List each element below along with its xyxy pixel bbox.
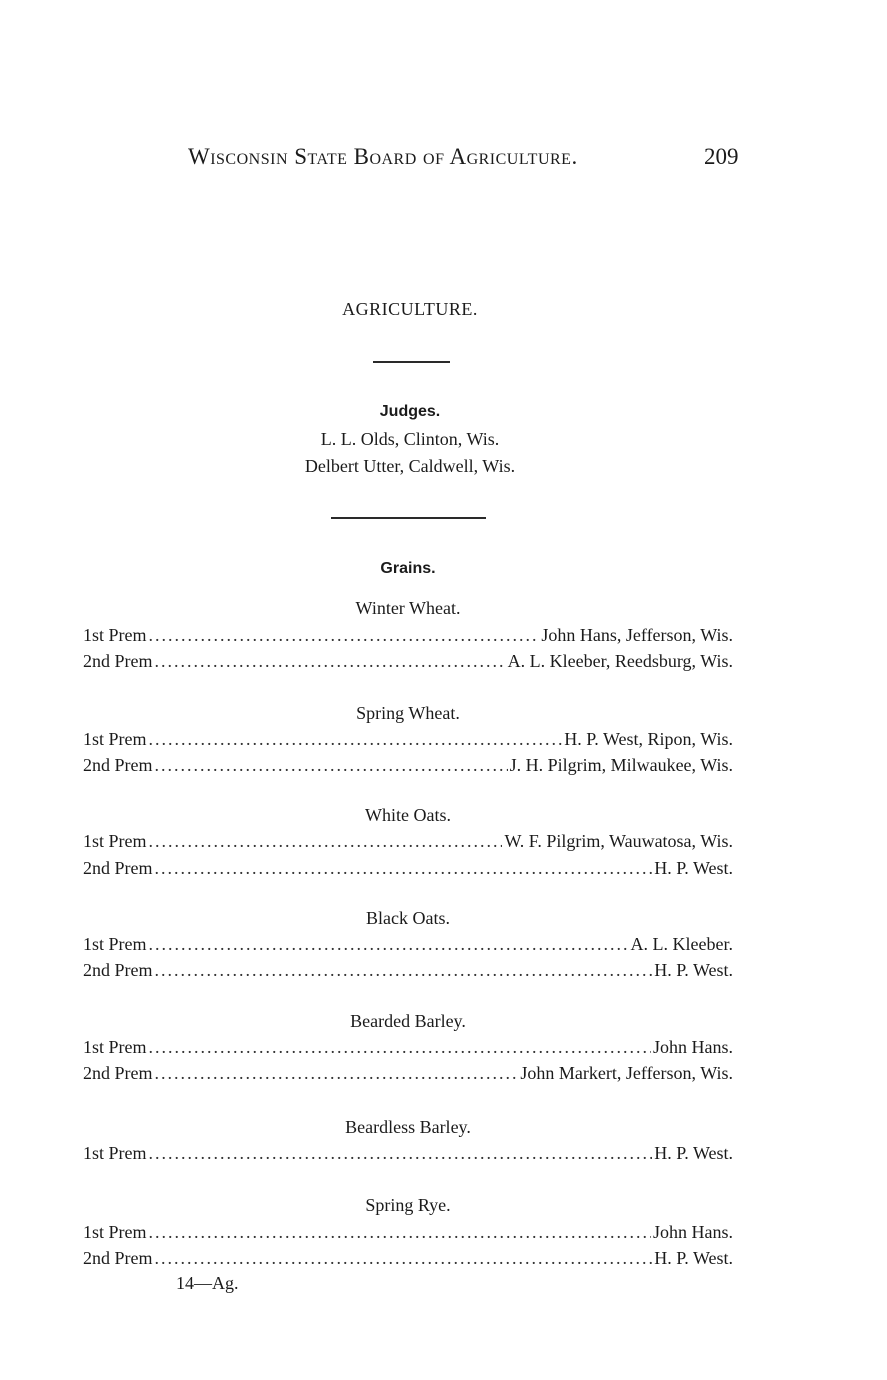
premium-entry: [83, 755, 733, 776]
premium-label: 1st Prem: [83, 831, 147, 851]
premium-winner: John Hans.: [653, 1037, 733, 1057]
premium-label: 2nd Prem: [83, 858, 153, 878]
category-title: Spring Wheat.: [356, 703, 460, 723]
premium-label: 1st Prem: [83, 1222, 147, 1242]
category-title: Bearded Barley.: [350, 1011, 466, 1031]
premium-label: 1st Prem: [83, 729, 147, 749]
judge-name: Delbert Utter, Caldwell, Wis.: [304, 456, 516, 476]
premium-entry: [83, 1248, 733, 1269]
leader-dots: [149, 934, 629, 955]
premium-label: 2nd Prem: [83, 1248, 153, 1268]
leader-dots: [155, 1248, 653, 1269]
premium-winner: A. L. Kleeber, Reedsburg, Wis.: [507, 651, 733, 671]
premium-winner: H. P. West.: [654, 1143, 733, 1163]
premium-label: 2nd Prem: [83, 1063, 153, 1083]
premium-entry: [83, 625, 733, 646]
premium-winner: H. P. West.: [654, 960, 733, 980]
premium-winner: H. P. West.: [654, 858, 733, 878]
premium-winner: John Hans, Jefferson, Wis.: [541, 625, 733, 645]
category-title: White Oats.: [365, 805, 451, 825]
leader-dots: [155, 651, 506, 672]
leader-dots: [149, 1037, 651, 1058]
divider-rule: [373, 361, 450, 363]
premium-label: 1st Prem: [83, 934, 147, 954]
premium-label: 2nd Prem: [83, 960, 153, 980]
premium-entry: [83, 1037, 733, 1058]
divider-rule: [331, 517, 486, 519]
leader-dots: [155, 755, 508, 776]
category-title: Winter Wheat.: [355, 598, 461, 618]
premium-winner: J. H. Pilgrim, Milwaukee, Wis.: [509, 755, 733, 775]
premium-entry: [83, 934, 733, 955]
judges-heading: Judges.: [379, 403, 441, 420]
premium-entry: [83, 1222, 733, 1243]
leader-dots: [155, 1063, 519, 1084]
premium-entry: [83, 729, 733, 750]
leader-dots: [149, 729, 563, 750]
premium-entry: [83, 1143, 733, 1164]
leader-dots: [155, 960, 653, 981]
premium-entry: [83, 858, 733, 879]
page-number: 209: [704, 144, 739, 169]
category-title: Beardless Barley.: [345, 1117, 471, 1137]
leader-dots: [149, 1143, 653, 1164]
premium-winner: H. P. West.: [654, 1248, 733, 1268]
premium-label: 2nd Prem: [83, 755, 153, 775]
running-head: Wisconsin State Board of Agriculture.: [188, 144, 578, 169]
premium-label: 1st Prem: [83, 625, 147, 645]
leader-dots: [149, 625, 540, 646]
section-title: AGRICULTURE.: [342, 299, 478, 319]
premium-label: 1st Prem: [83, 1143, 147, 1163]
leader-dots: [149, 1222, 651, 1243]
premium-entry: [83, 831, 733, 852]
premium-entry: [83, 960, 733, 981]
category-title: Spring Rye.: [365, 1195, 451, 1215]
judge-name: L. L. Olds, Clinton, Wis.: [320, 429, 500, 449]
leader-dots: [155, 858, 653, 879]
premium-entry: [83, 1063, 733, 1084]
grains-heading: Grains.: [380, 560, 436, 577]
leader-dots: [149, 831, 503, 852]
premium-winner: H. P. West, Ripon, Wis.: [564, 729, 733, 749]
premium-label: 1st Prem: [83, 1037, 147, 1057]
signature-mark: 14—Ag.: [176, 1273, 239, 1293]
premium-winner: John Markert, Jefferson, Wis.: [520, 1063, 733, 1083]
category-title: Black Oats.: [366, 908, 450, 928]
premium-label: 2nd Prem: [83, 651, 153, 671]
premium-winner: A. L. Kleeber.: [630, 934, 733, 954]
premium-winner: W. F. Pilgrim, Wauwatosa, Wis.: [504, 831, 733, 851]
premium-entry: [83, 651, 733, 672]
premium-winner: John Hans.: [653, 1222, 733, 1242]
